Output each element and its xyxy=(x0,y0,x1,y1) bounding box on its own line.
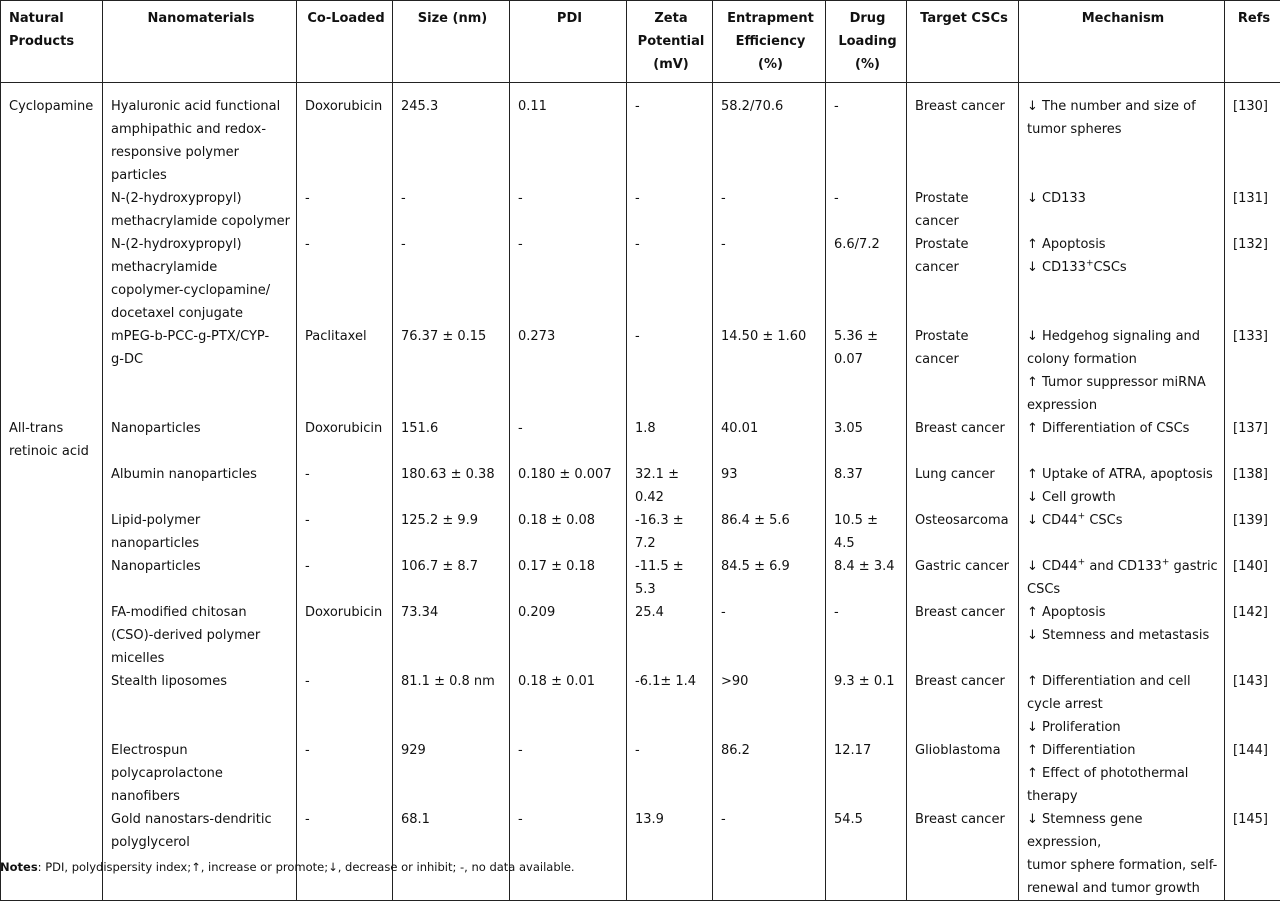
cell-zeta: - xyxy=(627,739,713,808)
cell-natural-product xyxy=(1,601,103,670)
cell-drug-loading: - xyxy=(826,83,907,188)
cell-drug-loading: 9.3 ± 0.1 xyxy=(826,670,907,739)
cell-co-loaded: - xyxy=(297,187,393,233)
cell-refs: [138] xyxy=(1225,463,1280,509)
cell-target-cscs: Breast cancer xyxy=(907,670,1019,739)
cell-mechanism: ↑ Apoptosis ↓ CD133+CSCs xyxy=(1019,233,1225,325)
cell-pdi: - xyxy=(510,187,627,233)
cell-refs: [137] xyxy=(1225,417,1280,463)
cell-mechanism: ↓ The number and size of tumor spheres xyxy=(1019,83,1225,188)
cell-target-cscs: Breast cancer xyxy=(907,417,1019,463)
cell-co-loaded: - xyxy=(297,739,393,808)
cell-nanomaterials: mPEG-b-PCC-g-PTX/CYP- g-DC xyxy=(103,325,297,417)
cell-natural-product: All-trans retinoic acid xyxy=(1,417,103,463)
cell-drug-loading: - xyxy=(826,601,907,670)
header-pdi: PDI xyxy=(510,1,627,83)
table-row xyxy=(1,83,1280,188)
cell-target-cscs: Osteosarcoma xyxy=(907,509,1019,555)
cell-zeta: 25.4 xyxy=(627,601,713,670)
cell-nanomaterials: Stealth liposomes xyxy=(103,670,297,739)
cell-nanomaterials: Albumin nanoparticles xyxy=(103,463,297,509)
cell-size: 245.3 xyxy=(393,83,510,188)
cell-pdi: 0.273 xyxy=(510,325,627,417)
cell-mechanism: ↓ CD44+ and CD133+ gastric CSCs xyxy=(1019,555,1225,601)
cell-zeta: -16.3 ± 7.2 xyxy=(627,509,713,555)
header-co-loaded: Co-Loaded xyxy=(297,1,393,83)
cell-size: 81.1 ± 0.8 nm xyxy=(393,670,510,739)
cell-natural-product: Cyclopamine xyxy=(1,83,103,188)
cell-pdi: 0.180 ± 0.007 xyxy=(510,463,627,509)
cell-drug-loading: 6.6/7.2 xyxy=(826,233,907,325)
cell-mechanism: ↑ Uptake of ATRA, apoptosis ↓ Cell growth xyxy=(1019,463,1225,509)
cell-refs: [145] xyxy=(1225,808,1280,901)
cell-co-loaded: - xyxy=(297,509,393,555)
cell-target-cscs: Glioblastoma xyxy=(907,739,1019,808)
cell-entrapment: 40.01 xyxy=(713,417,826,463)
table-row xyxy=(1,670,1280,739)
cell-size: 125.2 ± 9.9 xyxy=(393,509,510,555)
cell-size: 180.63 ± 0.38 xyxy=(393,463,510,509)
cell-drug-loading: 8.4 ± 3.4 xyxy=(826,555,907,601)
table-row xyxy=(1,509,1280,555)
cell-natural-product xyxy=(1,325,103,417)
cell-target-cscs: Lung cancer xyxy=(907,463,1019,509)
header-target-cscs: Target CSCs xyxy=(907,1,1019,83)
table-body xyxy=(1,83,1280,901)
cell-zeta: - xyxy=(627,325,713,417)
cell-zeta: -6.1± 1.4 xyxy=(627,670,713,739)
cell-drug-loading: 54.5 xyxy=(826,808,907,901)
header-size: Size (nm) xyxy=(393,1,510,83)
table-row xyxy=(1,555,1280,601)
cell-pdi: 0.17 ± 0.18 xyxy=(510,555,627,601)
cell-nanomaterials: Nanoparticles xyxy=(103,417,297,463)
cell-entrapment: - xyxy=(713,601,826,670)
cell-zeta: - xyxy=(627,187,713,233)
table-row xyxy=(1,325,1280,417)
cell-co-loaded: - xyxy=(297,463,393,509)
cell-entrapment: 93 xyxy=(713,463,826,509)
cell-nanomaterials: N-(2-hydroxypropyl) methacrylamide copolymer-cyclopamine/ docetaxel conjugate xyxy=(103,233,297,325)
table-row xyxy=(1,187,1280,233)
cell-entrapment: - xyxy=(713,808,826,901)
cell-size: - xyxy=(393,187,510,233)
cell-nanomaterials: Gold nanostars-dendritic polyglycerol xyxy=(103,808,297,901)
table-row xyxy=(1,739,1280,808)
cell-size: 106.7 ± 8.7 xyxy=(393,555,510,601)
cell-zeta: 1.8 xyxy=(627,417,713,463)
cell-pdi: 0.18 ± 0.01 xyxy=(510,670,627,739)
cell-refs: [133] xyxy=(1225,325,1280,417)
cell-zeta: 32.1 ± 0.42 xyxy=(627,463,713,509)
cell-nanomaterials: FA-modified chitosan (CSO)-derived polymer micelles xyxy=(103,601,297,670)
notes-text: : PDI, polydispersity index;↑, increase or promote;↓, decrease or inhibit; -, no data available. xyxy=(38,860,575,874)
cell-refs: [132] xyxy=(1225,233,1280,325)
table-row xyxy=(1,463,1280,509)
cell-mechanism: ↓ CD44+ CSCs xyxy=(1019,509,1225,555)
cell-co-loaded: - xyxy=(297,233,393,325)
table-row xyxy=(1,417,1280,463)
cell-entrapment: 14.50 ± 1.60 xyxy=(713,325,826,417)
cell-natural-product xyxy=(1,187,103,233)
cell-zeta: -11.5 ± 5.3 xyxy=(627,555,713,601)
cell-co-loaded: Doxorubicin xyxy=(297,83,393,188)
table-row xyxy=(1,233,1280,325)
cell-nanomaterials: Electrospun polycaprolactone nanofibers xyxy=(103,739,297,808)
table-row xyxy=(1,601,1280,670)
notes-label: Notes xyxy=(0,860,38,874)
cell-refs: [131] xyxy=(1225,187,1280,233)
cell-target-cscs: Breast cancer xyxy=(907,808,1019,901)
cell-zeta: 13.9 xyxy=(627,808,713,901)
cell-nanomaterials: N-(2-hydroxypropyl) methacrylamide copolymer xyxy=(103,187,297,233)
table-notes xyxy=(0,860,575,874)
cell-size: 929 xyxy=(393,739,510,808)
cell-size: - xyxy=(393,233,510,325)
cell-mechanism: ↑ Differentiation ↑ Effect of photothermal therapy xyxy=(1019,739,1225,808)
cell-entrapment: 86.4 ± 5.6 xyxy=(713,509,826,555)
cell-drug-loading: 8.37 xyxy=(826,463,907,509)
cell-drug-loading: 5.36 ± 0.07 xyxy=(826,325,907,417)
cell-refs: [144] xyxy=(1225,739,1280,808)
header-refs: Refs xyxy=(1225,1,1280,83)
cell-refs: [139] xyxy=(1225,509,1280,555)
cell-natural-product xyxy=(1,463,103,509)
cell-size: 76.37 ± 0.15 xyxy=(393,325,510,417)
cell-pdi: - xyxy=(510,808,627,901)
header-natural-products: Natural Products xyxy=(1,1,103,83)
cell-refs: [130] xyxy=(1225,83,1280,188)
cell-nanomaterials: Hyaluronic acid functional amphipathic and redox- responsive polymer particles xyxy=(103,83,297,188)
cell-target-cscs: Breast cancer xyxy=(907,601,1019,670)
cell-natural-product xyxy=(1,509,103,555)
cell-drug-loading: 3.05 xyxy=(826,417,907,463)
cell-entrapment: 86.2 xyxy=(713,739,826,808)
cell-mechanism: ↑ Differentiation of CSCs xyxy=(1019,417,1225,463)
cell-target-cscs: Prostate cancer xyxy=(907,233,1019,325)
cell-zeta: - xyxy=(627,233,713,325)
cell-mechanism: ↓ Hedgehog signaling and colony formation ↑ Tumor suppressor miRNA expression xyxy=(1019,325,1225,417)
cell-natural-product xyxy=(1,739,103,808)
cell-target-cscs: Prostate cancer xyxy=(907,187,1019,233)
cell-natural-product xyxy=(1,233,103,325)
cell-refs: [140] xyxy=(1225,555,1280,601)
cell-drug-loading: 12.17 xyxy=(826,739,907,808)
header-drug-loading: Drug Loading (%) xyxy=(826,1,907,83)
cell-co-loaded: Doxorubicin xyxy=(297,601,393,670)
cell-size: 73.34 xyxy=(393,601,510,670)
header-mechanism: Mechanism xyxy=(1019,1,1225,83)
cell-size: 151.6 xyxy=(393,417,510,463)
cell-co-loaded: - xyxy=(297,555,393,601)
table-row xyxy=(1,808,1280,901)
cell-pdi: - xyxy=(510,417,627,463)
cell-co-loaded: Paclitaxel xyxy=(297,325,393,417)
cell-nanomaterials: Nanoparticles xyxy=(103,555,297,601)
cell-pdi: - xyxy=(510,739,627,808)
cell-mechanism: ↓ CD133 xyxy=(1019,187,1225,233)
cell-entrapment: >90 xyxy=(713,670,826,739)
header-zeta: Zeta Potential (mV) xyxy=(627,1,713,83)
cell-co-loaded: - xyxy=(297,808,393,901)
header-entrapment: Entrapment Efficiency (%) xyxy=(713,1,826,83)
cell-mechanism: ↑ Apoptosis ↓ Stemness and metastasis xyxy=(1019,601,1225,670)
cell-zeta: - xyxy=(627,83,713,188)
cell-refs: [143] xyxy=(1225,670,1280,739)
cell-target-cscs: Gastric cancer xyxy=(907,555,1019,601)
cell-target-cscs: Prostate cancer xyxy=(907,325,1019,417)
cell-pdi: 0.18 ± 0.08 xyxy=(510,509,627,555)
cell-natural-product xyxy=(1,555,103,601)
cell-natural-product xyxy=(1,808,103,901)
cell-entrapment: - xyxy=(713,233,826,325)
cell-entrapment: - xyxy=(713,187,826,233)
cell-entrapment: 58.2/70.6 xyxy=(713,83,826,188)
header-row xyxy=(1,1,1280,83)
cell-target-cscs: Breast cancer xyxy=(907,83,1019,188)
header-nanomaterials: Nanomaterials xyxy=(103,1,297,83)
cell-size: 68.1 xyxy=(393,808,510,901)
cell-entrapment: 84.5 ± 6.9 xyxy=(713,555,826,601)
cell-drug-loading: 10.5 ± 4.5 xyxy=(826,509,907,555)
cell-refs: [142] xyxy=(1225,601,1280,670)
cell-co-loaded: Doxorubicin xyxy=(297,417,393,463)
cell-pdi: 0.11 xyxy=(510,83,627,188)
cell-mechanism: ↓ Stemness gene expression, tumor sphere formation, self- renewal and tumor growth xyxy=(1019,808,1225,901)
cell-co-loaded: - xyxy=(297,670,393,739)
cell-nanomaterials: Lipid-polymer nanoparticles xyxy=(103,509,297,555)
cell-mechanism: ↑ Differentiation and cell cycle arrest ↓ Proliferation xyxy=(1019,670,1225,739)
cell-natural-product xyxy=(1,670,103,739)
cell-pdi: 0.209 xyxy=(510,601,627,670)
cell-pdi: - xyxy=(510,233,627,325)
cell-drug-loading: - xyxy=(826,187,907,233)
